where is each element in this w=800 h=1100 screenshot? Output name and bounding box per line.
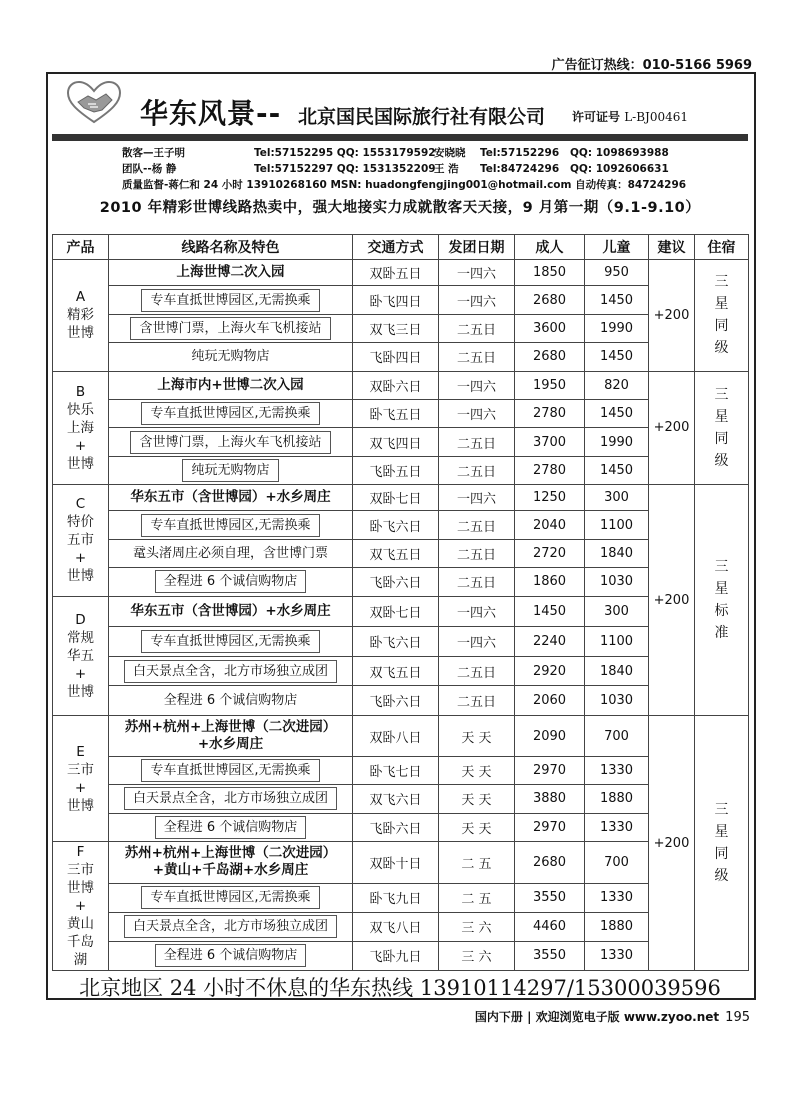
child-price-cell: 1450 bbox=[585, 399, 649, 427]
table-row bbox=[53, 657, 749, 685]
stacked-char: D bbox=[75, 611, 86, 628]
child-price-cell: 1450 bbox=[585, 343, 649, 371]
table-row bbox=[53, 485, 749, 511]
departure-dates-cell: 三 六 bbox=[439, 941, 515, 970]
route-title: 上海世博二次入园 bbox=[176, 264, 285, 281]
child-price-cell: 700 bbox=[585, 842, 649, 884]
header-stay: 住宿 bbox=[695, 235, 749, 260]
header-product: 产品 bbox=[53, 235, 109, 260]
stacked-char: 星 bbox=[714, 296, 729, 313]
route-feature-cell bbox=[109, 685, 353, 715]
table-row bbox=[53, 912, 749, 941]
route-feature: 白天景点全含，北方市场独立成团 bbox=[124, 915, 337, 938]
child-price-cell: 1450 bbox=[585, 456, 649, 484]
route-feature-cell bbox=[109, 428, 353, 456]
route-feature: 白天景点全含，北方市场独立成团 bbox=[124, 787, 337, 810]
child-price-cell: 1990 bbox=[585, 428, 649, 456]
route-feature-cell bbox=[109, 756, 353, 784]
table-row bbox=[53, 428, 749, 456]
route-feature-cell bbox=[109, 785, 353, 813]
adult-price-cell: 2090 bbox=[515, 716, 585, 757]
departure-dates-cell: 一四六 bbox=[439, 371, 515, 399]
route-feature-cell bbox=[109, 568, 353, 596]
transport-cell: 卧飞七日 bbox=[353, 756, 439, 784]
contact-row: 散客—王子明 Tel:57152295 QQ: 1553179592安晓晓 Tel:57152296 QQ: 1098693988 bbox=[122, 147, 669, 159]
child-price-cell: 820 bbox=[585, 371, 649, 399]
adult-price-cell: 2680 bbox=[515, 842, 585, 884]
departure-dates-cell: 天 天 bbox=[439, 785, 515, 813]
product-code-cell bbox=[53, 842, 109, 971]
stacked-char: 星 bbox=[714, 408, 729, 425]
company-name: 北京国民国际旅行社有限公司 bbox=[298, 106, 546, 128]
stacked-char: 常规 bbox=[67, 629, 94, 646]
route-feature-cell bbox=[109, 842, 353, 884]
route-feature-cell bbox=[109, 286, 353, 314]
product-code-cell bbox=[53, 716, 109, 842]
route-feature: 专车直抵世博园区,无需换乘 bbox=[141, 514, 319, 537]
departure-dates-cell: 一四六 bbox=[439, 260, 515, 286]
route-feature: 专车直抵世博园区,无需换乘 bbox=[141, 289, 319, 312]
header-dates: 发团日期 bbox=[439, 235, 515, 260]
route-feature-cell bbox=[109, 485, 353, 511]
adult-price-cell: 4460 bbox=[515, 912, 585, 941]
stacked-char: 三 bbox=[714, 802, 729, 819]
stacked-char: 精彩 bbox=[67, 307, 94, 324]
stacked-char: 湖 bbox=[73, 952, 88, 968]
transport-cell: 卧飞六日 bbox=[353, 511, 439, 539]
route-feature-cell bbox=[109, 941, 353, 970]
transport-cell: 飞卧四日 bbox=[353, 343, 439, 371]
stacked-char: 世博 bbox=[67, 683, 94, 700]
departure-dates-cell: 二五日 bbox=[439, 314, 515, 342]
route-feature-cell bbox=[109, 456, 353, 484]
stacked-char: 级 bbox=[714, 868, 729, 885]
adult-price-cell: 2720 bbox=[515, 539, 585, 567]
adult-price-cell: 2240 bbox=[515, 627, 585, 657]
route-title: 华东五市（含世博园）+水乡周庄 bbox=[130, 602, 331, 619]
brand-name: 华东风景-- bbox=[140, 97, 282, 130]
route-title: 华东五市（含世博园）+水乡周庄 bbox=[130, 489, 331, 506]
child-price-cell: 1450 bbox=[585, 286, 649, 314]
table-row bbox=[53, 756, 749, 784]
departure-dates-cell: 一四六 bbox=[439, 399, 515, 427]
route-feature: 纯玩无购物店 bbox=[191, 349, 270, 365]
table-row bbox=[53, 314, 749, 342]
stacked-char: 级 bbox=[714, 452, 729, 469]
child-price-cell: 1330 bbox=[585, 883, 649, 912]
route-title: 上海市内+世博二次入园 bbox=[157, 376, 304, 393]
route-feature-cell bbox=[109, 627, 353, 657]
route-feature-cell bbox=[109, 260, 353, 286]
table-row bbox=[53, 785, 749, 813]
departure-dates-cell: 一四六 bbox=[439, 286, 515, 314]
departure-dates-cell: 天 天 bbox=[439, 756, 515, 784]
child-price-cell: 1030 bbox=[585, 685, 649, 715]
transport-cell: 双卧八日 bbox=[353, 716, 439, 757]
table-row bbox=[53, 371, 749, 399]
table-row bbox=[53, 685, 749, 715]
stacked-char: 快乐 bbox=[67, 401, 94, 418]
route-feature-cell bbox=[109, 371, 353, 399]
child-price-cell: 1330 bbox=[585, 941, 649, 970]
departure-dates-cell: 二五日 bbox=[439, 685, 515, 715]
stacked-char: 同 bbox=[714, 846, 729, 863]
transport-cell: 双卧十日 bbox=[353, 842, 439, 884]
stacked-char: 三市 bbox=[67, 862, 94, 878]
beijing-hotline: 北京地区 24 小时不休息的华东热线 13910114297/15300039596 bbox=[79, 976, 721, 1000]
route-feature-cell bbox=[109, 399, 353, 427]
table-row bbox=[53, 883, 749, 912]
adult-price-cell: 3550 bbox=[515, 883, 585, 912]
route-feature-cell bbox=[109, 716, 353, 757]
table-row bbox=[53, 813, 749, 841]
departure-dates-cell: 二五日 bbox=[439, 657, 515, 685]
route-feature: 鼋头渚周庄必须自理，含世博门票 bbox=[132, 546, 328, 562]
license-number: 许可证号 L-BJ00461 bbox=[572, 110, 689, 124]
route-feature: 全程进 6 个诚信购物店 bbox=[155, 816, 307, 839]
departure-dates-cell: 天 天 bbox=[439, 716, 515, 757]
header-upgrade: 建议 bbox=[649, 235, 695, 260]
stacked-char: C bbox=[75, 496, 86, 513]
departure-dates-cell: 二 五 bbox=[439, 883, 515, 912]
child-price-cell: 1330 bbox=[585, 756, 649, 784]
adult-price-cell: 2680 bbox=[515, 286, 585, 314]
stacked-char: + bbox=[74, 898, 87, 914]
product-code-cell bbox=[53, 596, 109, 716]
upgrade-cell: +200 bbox=[649, 485, 695, 716]
departure-dates-cell: 二五日 bbox=[439, 539, 515, 567]
transport-cell: 飞卧九日 bbox=[353, 941, 439, 970]
transport-cell: 飞卧五日 bbox=[353, 456, 439, 484]
departure-dates-cell: 二五日 bbox=[439, 568, 515, 596]
stacked-char: 世博 bbox=[67, 568, 94, 585]
stacked-char: 三 bbox=[714, 559, 729, 576]
contact-row: 团队--杨 静 Tel:57152297 QQ: 1531352209王 浩 Tel:84724296 QQ: 1092606631 bbox=[122, 163, 669, 175]
route-feature-cell bbox=[109, 343, 353, 371]
stacked-char: + bbox=[74, 550, 87, 567]
departure-dates-cell: 二五日 bbox=[439, 428, 515, 456]
route-feature-cell bbox=[109, 596, 353, 626]
transport-cell: 双飞五日 bbox=[353, 657, 439, 685]
table-row bbox=[53, 842, 749, 884]
transport-cell: 飞卧六日 bbox=[353, 685, 439, 715]
page-number: 195 bbox=[725, 1010, 750, 1025]
departure-dates-cell: 一四六 bbox=[439, 627, 515, 657]
transport-cell: 双飞四日 bbox=[353, 428, 439, 456]
stacked-char: 星 bbox=[714, 581, 729, 598]
handshake-heart-logo-icon bbox=[66, 80, 122, 124]
route-feature: 专车直抵世博园区,无需换乘 bbox=[141, 759, 319, 782]
table-row bbox=[53, 260, 749, 286]
adult-price-cell: 3700 bbox=[515, 428, 585, 456]
child-price-cell: 1880 bbox=[585, 785, 649, 813]
adult-price-cell: 3600 bbox=[515, 314, 585, 342]
product-code-cell bbox=[53, 371, 109, 485]
stacked-char: 世博 bbox=[67, 455, 94, 472]
stacked-char: + bbox=[74, 437, 87, 454]
adult-price-cell: 2970 bbox=[515, 813, 585, 841]
stacked-char: 星 bbox=[714, 824, 729, 841]
departure-dates-cell: 二五日 bbox=[439, 456, 515, 484]
route-price-table bbox=[52, 234, 749, 971]
transport-cell: 双卧七日 bbox=[353, 596, 439, 626]
adult-price-cell: 2060 bbox=[515, 685, 585, 715]
child-price-cell: 1030 bbox=[585, 568, 649, 596]
adult-price-cell: 1860 bbox=[515, 568, 585, 596]
accommodation-cell bbox=[695, 371, 749, 485]
transport-cell: 双卧六日 bbox=[353, 371, 439, 399]
accommodation-cell bbox=[695, 485, 749, 716]
route-feature: 全程进 6 个诚信购物店 bbox=[155, 570, 307, 593]
child-price-cell: 1840 bbox=[585, 539, 649, 567]
departure-dates-cell: 一四六 bbox=[439, 485, 515, 511]
transport-cell: 双飞三日 bbox=[353, 314, 439, 342]
table-row bbox=[53, 716, 749, 757]
route-feature: 专车直抵世博园区,无需换乘 bbox=[141, 402, 319, 425]
stacked-char: 世博 bbox=[67, 325, 94, 342]
transport-cell: 飞卧六日 bbox=[353, 813, 439, 841]
departure-dates-cell: 天 天 bbox=[439, 813, 515, 841]
stacked-char: 上海 bbox=[67, 419, 94, 436]
header-divider bbox=[52, 134, 748, 141]
departure-dates-cell: 二 五 bbox=[439, 842, 515, 884]
stacked-char: 同 bbox=[714, 430, 729, 447]
departure-dates-cell: 一四六 bbox=[439, 596, 515, 626]
adult-price-cell: 1450 bbox=[515, 596, 585, 626]
child-price-cell: 700 bbox=[585, 716, 649, 757]
stacked-char: 三市 bbox=[67, 761, 94, 778]
adult-price-cell: 1850 bbox=[515, 260, 585, 286]
adult-price-cell: 3550 bbox=[515, 941, 585, 970]
route-feature: 专车直抵世博园区,无需换乘 bbox=[141, 886, 319, 909]
departure-dates-cell: 二五日 bbox=[439, 511, 515, 539]
stacked-char: 世博 bbox=[67, 797, 94, 814]
transport-cell: 飞卧六日 bbox=[353, 568, 439, 596]
child-price-cell: 300 bbox=[585, 485, 649, 511]
route-feature-cell bbox=[109, 657, 353, 685]
route-feature-cell bbox=[109, 813, 353, 841]
contact-block bbox=[122, 145, 686, 193]
route-title: 苏州+杭州+上海世博（二次进园） +水乡周庄 bbox=[124, 719, 337, 753]
table-row bbox=[53, 568, 749, 596]
child-price-cell: 1100 bbox=[585, 511, 649, 539]
route-feature: 纯玩无购物店 bbox=[182, 459, 278, 482]
transport-cell: 双卧七日 bbox=[353, 485, 439, 511]
table-row bbox=[53, 456, 749, 484]
page-footer: 国内下册 | 欢迎浏览电子版 www.zyoo.net 195 bbox=[474, 1010, 750, 1025]
contact-row: 质量监督-蒋仁和 24 小时 13910268160 MSN: huadongfengjing001@hotmail.com 自动传真：84724296 bbox=[122, 179, 687, 191]
route-feature-cell bbox=[109, 539, 353, 567]
child-price-cell: 300 bbox=[585, 596, 649, 626]
route-feature-cell bbox=[109, 912, 353, 941]
adult-price-cell: 2920 bbox=[515, 657, 585, 685]
transport-cell: 卧飞九日 bbox=[353, 883, 439, 912]
product-code-cell bbox=[53, 260, 109, 372]
adult-price-cell: 3880 bbox=[515, 785, 585, 813]
upgrade-cell: +200 bbox=[649, 716, 695, 971]
table-row bbox=[53, 511, 749, 539]
stacked-char: 同 bbox=[714, 318, 729, 335]
route-feature: 全程进 6 个诚信购物店 bbox=[155, 944, 307, 967]
transport-cell: 双卧五日 bbox=[353, 260, 439, 286]
route-feature-cell bbox=[109, 511, 353, 539]
adult-price-cell: 2970 bbox=[515, 756, 585, 784]
table-row bbox=[53, 941, 749, 970]
route-feature: 专车直抵世博园区,无需换乘 bbox=[141, 630, 319, 653]
header-child: 儿童 bbox=[585, 235, 649, 260]
ad-hotline: 广告征订热线：010-5166 5969 bbox=[551, 58, 752, 73]
accommodation-cell bbox=[695, 716, 749, 971]
stacked-char: 三 bbox=[714, 274, 729, 291]
departure-dates-cell: 二五日 bbox=[439, 343, 515, 371]
table-row bbox=[53, 343, 749, 371]
product-code-cell bbox=[53, 485, 109, 597]
route-feature-cell bbox=[109, 314, 353, 342]
table-row bbox=[53, 286, 749, 314]
accommodation-cell bbox=[695, 260, 749, 372]
transport-cell: 双飞六日 bbox=[353, 785, 439, 813]
stacked-char: 三 bbox=[714, 386, 729, 403]
transport-cell: 双飞五日 bbox=[353, 539, 439, 567]
stacked-char: E bbox=[76, 743, 85, 760]
table-row bbox=[53, 539, 749, 567]
stacked-char: 准 bbox=[714, 625, 729, 642]
transport-cell: 双飞八日 bbox=[353, 912, 439, 941]
adult-price-cell: 2780 bbox=[515, 456, 585, 484]
stacked-char: + bbox=[74, 779, 87, 796]
adult-price-cell: 2680 bbox=[515, 343, 585, 371]
stacked-char: F bbox=[76, 844, 85, 860]
route-title: 苏州+杭州+上海世博（二次进园） +黄山+千岛湖+水乡周庄 bbox=[124, 845, 337, 879]
adult-price-cell: 2780 bbox=[515, 399, 585, 427]
child-price-cell: 1880 bbox=[585, 912, 649, 941]
child-price-cell: 1330 bbox=[585, 813, 649, 841]
child-price-cell: 1840 bbox=[585, 657, 649, 685]
child-price-cell: 1100 bbox=[585, 627, 649, 657]
adult-price-cell: 1250 bbox=[515, 485, 585, 511]
stacked-char: 级 bbox=[714, 340, 729, 357]
child-price-cell: 1990 bbox=[585, 314, 649, 342]
route-feature: 含世博门票，上海火车飞机接站 bbox=[130, 317, 330, 340]
route-feature: 含世博门票，上海火车飞机接站 bbox=[130, 431, 330, 454]
table-row bbox=[53, 596, 749, 626]
adult-price-cell: 2040 bbox=[515, 511, 585, 539]
stacked-char: 华五 bbox=[67, 647, 94, 664]
stacked-char: 五市 bbox=[67, 532, 94, 549]
route-feature: 全程进 6 个诚信购物店 bbox=[163, 693, 298, 709]
transport-cell: 卧飞六日 bbox=[353, 627, 439, 657]
header-transport: 交通方式 bbox=[353, 235, 439, 260]
promo-headline: 2010 年精彩世博线路热卖中，强大地接实力成就散客天天接，9 月第一期（9.1-9.10） bbox=[99, 200, 701, 216]
upgrade-cell: +200 bbox=[649, 371, 695, 485]
stacked-char: 世博 bbox=[67, 880, 94, 896]
table-row bbox=[53, 627, 749, 657]
stacked-char: 标 bbox=[714, 603, 729, 620]
stacked-char: + bbox=[74, 665, 87, 682]
adult-price-cell: 1950 bbox=[515, 371, 585, 399]
departure-dates-cell: 三 六 bbox=[439, 912, 515, 941]
stacked-char: 千岛 bbox=[67, 934, 94, 950]
upgrade-cell: +200 bbox=[649, 260, 695, 372]
transport-cell: 卧飞四日 bbox=[353, 286, 439, 314]
stacked-char: A bbox=[75, 289, 86, 306]
stacked-char: 特价 bbox=[67, 514, 94, 531]
route-feature-cell bbox=[109, 883, 353, 912]
stacked-char: B bbox=[75, 383, 86, 400]
table-row bbox=[53, 399, 749, 427]
stacked-char: 黄山 bbox=[67, 916, 94, 932]
child-price-cell: 950 bbox=[585, 260, 649, 286]
header-route: 线路名称及特色 bbox=[109, 235, 353, 260]
route-feature: 白天景点全含，北方市场独立成团 bbox=[124, 660, 337, 683]
header-adult: 成人 bbox=[515, 235, 585, 260]
transport-cell: 卧飞五日 bbox=[353, 399, 439, 427]
table-header-row bbox=[53, 235, 749, 260]
